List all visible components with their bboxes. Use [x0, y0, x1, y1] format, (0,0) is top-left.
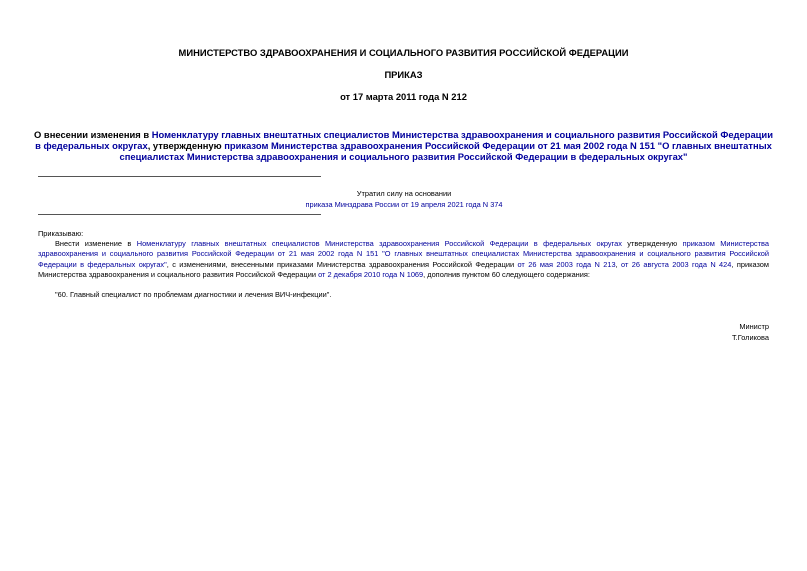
- paragraph-text: ,: [615, 259, 622, 269]
- paragraph-text: , дополнив пунктом 60 следующего содержания:: [423, 270, 590, 280]
- order-424-link[interactable]: от 26 августа 2003 года N 424: [621, 259, 732, 269]
- body-nomenclature-link[interactable]: Номенклатуру главных внештатных специалистов Министерства здравоохранения Российской Федерации в федеральных округах: [136, 239, 622, 248]
- annulling-order-link[interactable]: приказа Минздрава России от 19 апреля 2021 года N 374: [305, 200, 503, 209]
- added-item-quote: "60. Главный специалист по проблемам диагностики и лечения ВИЧ-инфекции".: [55, 290, 332, 299]
- date-number-heading: от 17 марта 2011 года N 212: [340, 91, 467, 102]
- order-paragraph: [38, 239, 769, 281]
- order-1069-link[interactable]: от 2 декабря 2010 года N 1069: [318, 270, 424, 280]
- signatory-name: Т.Голикова: [731, 332, 769, 342]
- annulled-note: [270, 188, 538, 210]
- divider-bottom: [38, 214, 321, 215]
- subject-prefix: О внесении изменения в: [34, 129, 152, 140]
- subject-middle: , утвержденную: [147, 140, 225, 151]
- order-151-link[interactable]: приказом Министерства здравоохранения Российской Федерации от 21 мая 2002 года N 151 "О главных внештатных специалистах Министерства здравоохранения и социального развития Российской Федерации в федеральных округах": [119, 140, 772, 162]
- signatory-title: Министр: [739, 322, 769, 331]
- document-type-heading: ПРИКАЗ: [384, 69, 423, 80]
- nomenclature-link[interactable]: Номенклатуру главных внештатных специалистов Министерства здравоохранения и социального развития Российской Федерации в федеральных округах: [35, 129, 773, 151]
- order-intro: Приказываю:: [38, 229, 84, 238]
- body-order-151-link[interactable]: приказом Министерства здравоохранения и социального развития Российской Федерации от 21 мая 2002 года N 151 "О главных внештатных специалистах Министерства здравоохранения и социального развития Российской Федерации в федеральных округах": [38, 239, 769, 269]
- divider-top: [38, 176, 321, 177]
- signature-block: [732, 322, 769, 343]
- annulled-text: Утратил силу на основании: [356, 189, 452, 198]
- paragraph-text: , приказом Министерства здравоохранения и социального развития Российской Федерации: [38, 259, 769, 280]
- document-subject: [32, 129, 775, 162]
- order-213-link[interactable]: от 26 мая 2003 года N 213: [517, 259, 616, 269]
- ministry-heading: МИНИСТЕРСТВО ЗДРАВООХРАНЕНИЯ И СОЦИАЛЬНОГО РАЗВИТИЯ РОССИЙСКОЙ ФЕДЕРАЦИИ: [178, 47, 629, 58]
- paragraph-text: , с изменениями, внесенными приказами Министерства здравоохранения Российской Федерации: [166, 259, 518, 269]
- paragraph-text: утвержденную: [621, 239, 683, 248]
- paragraph-text: Внести изменение в: [55, 239, 137, 248]
